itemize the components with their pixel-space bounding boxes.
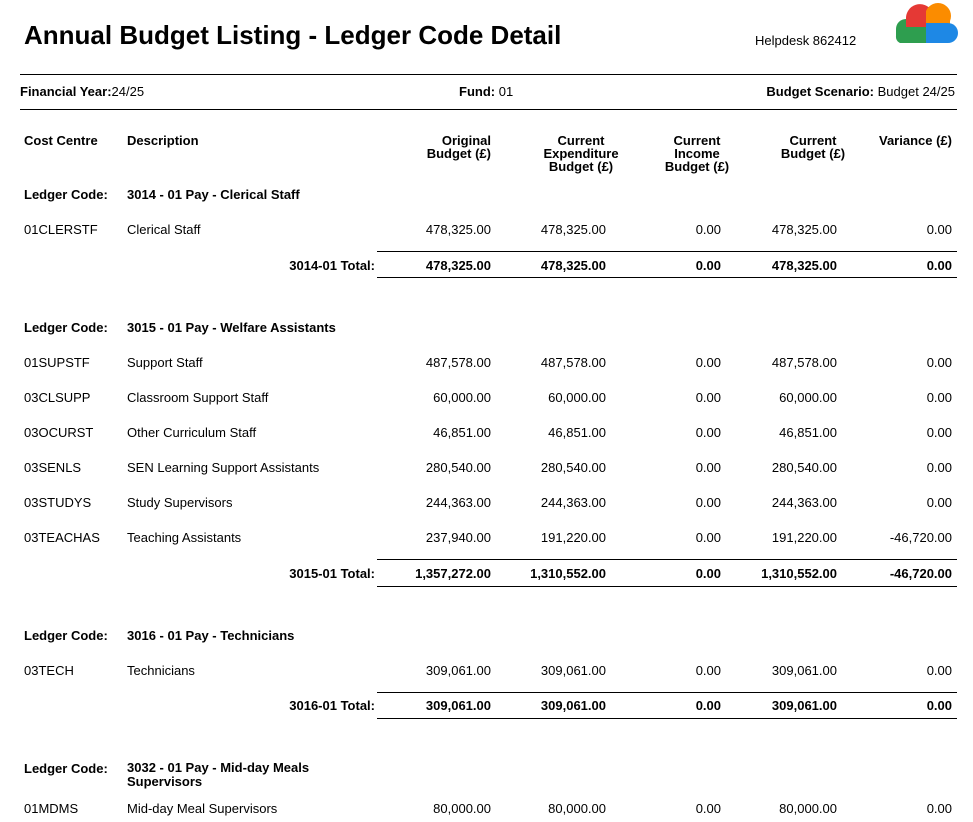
description-cell: Clerical Staff: [127, 222, 201, 237]
description-cell: Mid-day Meal Supervisors: [127, 801, 278, 816]
income-budget-cell: 0.00: [695, 801, 721, 816]
ledger-code-title: 3016 - 01 Pay - Technicians: [127, 628, 295, 643]
income-budget-cell: 0.00: [695, 460, 721, 475]
total-expenditure: 309,061.00: [540, 698, 606, 713]
budget-scenario: Budget Scenario: Budget 24/25: [766, 84, 955, 99]
cost-centre-cell: 03TECH: [24, 663, 74, 678]
variance-cell: 0.00: [926, 222, 952, 237]
helpdesk-number: Helpdesk 862412: [755, 33, 857, 48]
ledger-code-label: Ledger Code:: [24, 187, 108, 202]
total-current: 1,310,552.00: [761, 566, 837, 581]
original-budget-cell: 80,000.00: [433, 801, 491, 816]
total-current: 478,325.00: [771, 258, 837, 273]
total-income: 0.00: [695, 698, 721, 713]
cost-centre-cell: 01MDMS: [24, 801, 79, 816]
income-budget-cell: 0.00: [695, 425, 721, 440]
cost-centre-cell: 01CLERSTF: [24, 222, 98, 237]
ledger-code-title: 3015 - 01 Pay - Welfare Assistants: [127, 320, 336, 335]
expenditure-budget-cell: 80,000.00: [548, 801, 606, 816]
ledger-code-label: Ledger Code:: [24, 628, 108, 643]
col-description: Description: [127, 133, 199, 148]
original-budget-cell: 280,540.00: [425, 460, 491, 475]
expenditure-budget-cell: 244,363.00: [540, 495, 606, 510]
income-budget-cell: 0.00: [695, 530, 721, 545]
income-budget-cell: 0.00: [695, 222, 721, 237]
current-budget-cell: 478,325.00: [771, 222, 837, 237]
total-top-rule: [377, 692, 957, 693]
col-cost-centre: Cost Centre: [24, 133, 98, 148]
col-current-budget: Current Budget (£): [780, 133, 846, 161]
current-budget-cell: 280,540.00: [771, 460, 837, 475]
original-budget-cell: 487,578.00: [425, 355, 491, 370]
col-current-income: Current Income Budget (£): [664, 133, 730, 174]
total-bottom-rule: [377, 586, 957, 587]
total-original: 309,061.00: [425, 698, 491, 713]
description-cell: Classroom Support Staff: [127, 390, 269, 405]
description-cell: Other Curriculum Staff: [127, 425, 257, 440]
original-budget-cell: 237,940.00: [425, 530, 491, 545]
fund: Fund: 01: [459, 84, 514, 99]
expenditure-budget-cell: 487,578.00: [540, 355, 606, 370]
variance-cell: -46,720.00: [889, 530, 952, 545]
variance-cell: 0.00: [926, 495, 952, 510]
financial-year: Financial Year:24/25: [20, 84, 145, 99]
meta-rule: [20, 109, 957, 110]
expenditure-budget-cell: 46,851.00: [548, 425, 606, 440]
ledger-code-title: 3032 - 01 Pay - Mid-day Meals Supervisors: [127, 760, 310, 789]
original-budget-cell: 46,851.00: [433, 425, 491, 440]
cost-centre-cell: 03STUDYS: [24, 495, 92, 510]
variance-cell: 0.00: [926, 390, 952, 405]
description-cell: Support Staff: [127, 355, 203, 370]
expenditure-budget-cell: 280,540.00: [540, 460, 606, 475]
col-original-budget: Original Budget (£): [426, 133, 491, 161]
cost-centre-cell: 03SENLS: [24, 460, 82, 475]
description-cell: Teaching Assistants: [127, 530, 242, 545]
ledger-code-title: 3014 - 01 Pay - Clerical Staff: [127, 187, 300, 202]
total-label: 3014-01 Total:: [289, 258, 375, 273]
description-cell: Technicians: [127, 663, 195, 678]
original-budget-cell: 478,325.00: [425, 222, 491, 237]
original-budget-cell: 60,000.00: [433, 390, 491, 405]
total-variance: -46,720.00: [889, 566, 952, 581]
col-variance: Variance (£): [879, 133, 952, 148]
report-title: Annual Budget Listing - Ledger Code Detail: [24, 20, 562, 50]
income-budget-cell: 0.00: [695, 355, 721, 370]
income-budget-cell: 0.00: [695, 663, 721, 678]
header-rule: [20, 74, 957, 75]
description-cell: Study Supervisors: [127, 495, 233, 510]
total-variance: 0.00: [926, 698, 952, 713]
current-budget-cell: 60,000.00: [779, 390, 837, 405]
total-expenditure: 478,325.00: [540, 258, 606, 273]
total-top-rule: [377, 559, 957, 560]
variance-cell: 0.00: [926, 425, 952, 440]
expenditure-budget-cell: 60,000.00: [548, 390, 606, 405]
cost-centre-cell: 03OCURST: [24, 425, 94, 440]
cost-centre-cell: 01SUPSTF: [24, 355, 90, 370]
total-income: 0.00: [695, 258, 721, 273]
description-cell: SEN Learning Support Assistants: [127, 460, 320, 475]
total-original: 1,357,272.00: [415, 566, 491, 581]
total-expenditure: 1,310,552.00: [530, 566, 606, 581]
total-variance: 0.00: [926, 258, 952, 273]
expenditure-budget-cell: 309,061.00: [540, 663, 606, 678]
col-current-expenditure: Current Expenditure Budget (£): [543, 133, 619, 174]
original-budget-cell: 309,061.00: [425, 663, 491, 678]
total-label: 3015-01 Total:: [289, 566, 375, 581]
cloud-logo-icon: [892, 3, 960, 43]
original-budget-cell: 244,363.00: [425, 495, 491, 510]
total-top-rule: [377, 251, 957, 252]
total-label: 3016-01 Total:: [289, 698, 375, 713]
current-budget-cell: 80,000.00: [779, 801, 837, 816]
total-income: 0.00: [695, 566, 721, 581]
total-current: 309,061.00: [771, 698, 837, 713]
variance-cell: 0.00: [926, 663, 952, 678]
current-budget-cell: 46,851.00: [779, 425, 837, 440]
current-budget-cell: 244,363.00: [771, 495, 837, 510]
current-budget-cell: 309,061.00: [771, 663, 837, 678]
current-budget-cell: 487,578.00: [771, 355, 837, 370]
variance-cell: 0.00: [926, 460, 952, 475]
ledger-code-label: Ledger Code:: [24, 320, 108, 335]
expenditure-budget-cell: 191,220.00: [540, 530, 606, 545]
total-bottom-rule: [377, 718, 957, 719]
variance-cell: 0.00: [926, 355, 952, 370]
income-budget-cell: 0.00: [695, 495, 721, 510]
ledger-code-label: Ledger Code:: [24, 761, 108, 776]
cost-centre-cell: 03CLSUPP: [24, 390, 91, 405]
income-budget-cell: 0.00: [695, 390, 721, 405]
variance-cell: 0.00: [926, 801, 952, 816]
cost-centre-cell: 03TEACHAS: [24, 530, 100, 545]
total-original: 478,325.00: [425, 258, 491, 273]
expenditure-budget-cell: 478,325.00: [540, 222, 606, 237]
current-budget-cell: 191,220.00: [771, 530, 837, 545]
total-bottom-rule: [377, 277, 957, 278]
